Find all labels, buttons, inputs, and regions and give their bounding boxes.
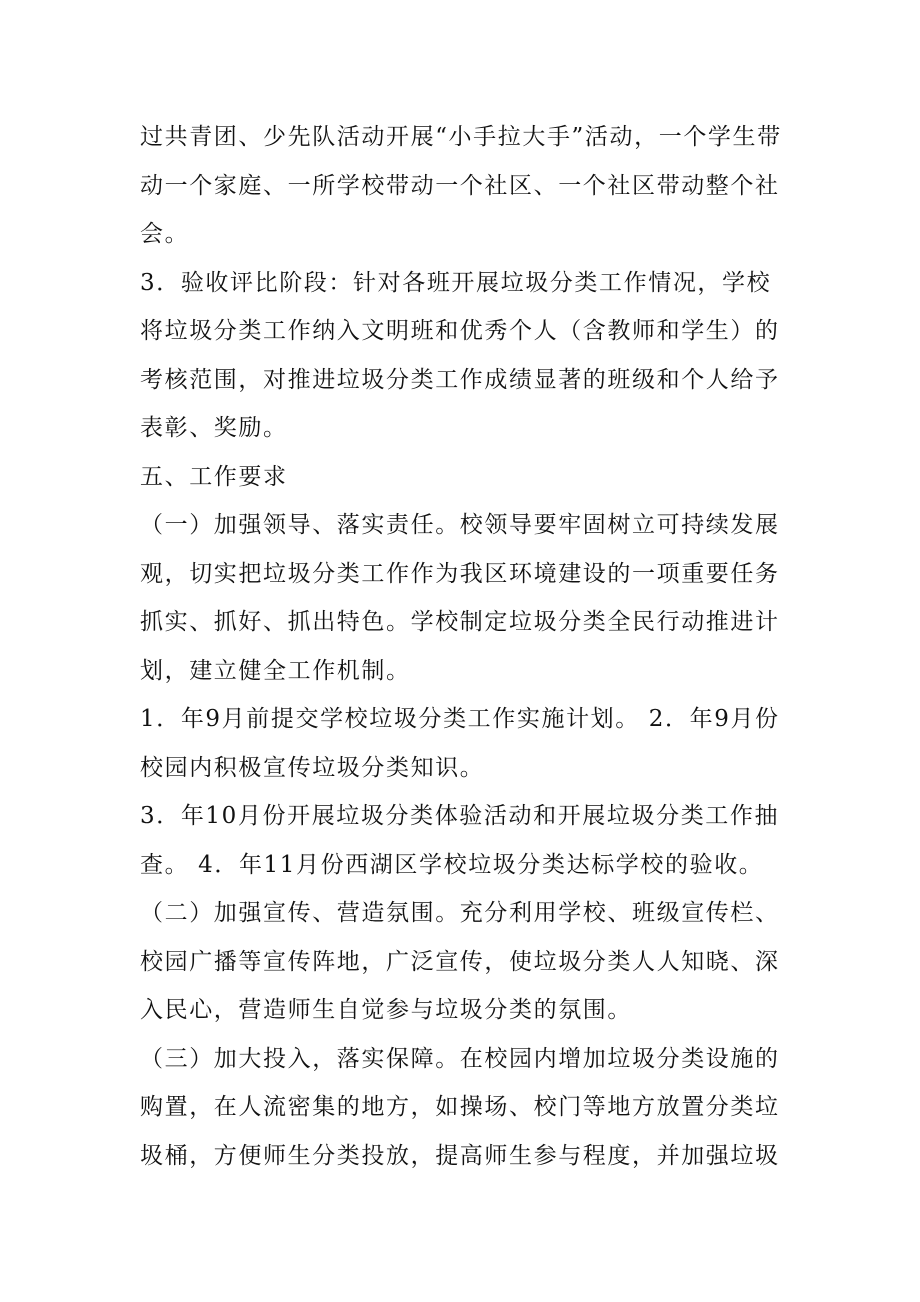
- section-heading-work-requirements: 五、工作要求: [140, 463, 288, 490]
- paragraph-acceptance-stage: 3．验收评比阶段：针对各班开展垃圾分类工作情况，学校将垃圾分类工作纳入文明班和优秀个人（含教师和学生）的考核范围，对推进垃圾分类工作成绩显著的班级和个人给予表彰、奖励。: [140, 269, 780, 441]
- paragraph-investment: （三）加大投入，落实保障。在校园内增加垃圾分类设施的购置，在人流密集的地方，如操场、校门等地方放置分类垃圾桶，方便师生分类投放，提高师生参与程度，并加强垃圾: [140, 1045, 780, 1169]
- paragraph-publicity: （二）加强宣传、营造氛围。充分利用学校、班级宣传栏、校园广播等宣传阵地，广泛宣传，使垃圾分类人人知晓、深入民心，营造师生自觉参与垃圾分类的氛围。: [140, 900, 780, 1023]
- paragraph-schedule-3-4: 3．年10月份开展垃圾分类体验活动和开展垃圾分类工作抽查。 4．年11月份西湖区学校垃圾分类达标学校的验收。: [140, 803, 780, 878]
- paragraph-leadership: （一）加强领导、落实责任。校领导要牢固树立可持续发展观，切实把垃圾分类工作作为我区环境建设的一项重要任务抓实、抓好、抓出特色。学校制定垃圾分类全民行动推进计划，建立健全工作机制。: [140, 512, 780, 684]
- paragraph-continuation: 过共青团、少先队活动开展“小手拉大手”活动，一个学生带动一个家庭、一所学校带动一个社区、一个社区带动整个社会。: [140, 124, 782, 247]
- document-body: [140, 113, 790, 1180]
- paragraph-schedule-1-2: 1．年9月前提交学校垃圾分类工作实施计划。 2．年9月份校园内积极宣传垃圾分类知识。: [140, 706, 780, 781]
